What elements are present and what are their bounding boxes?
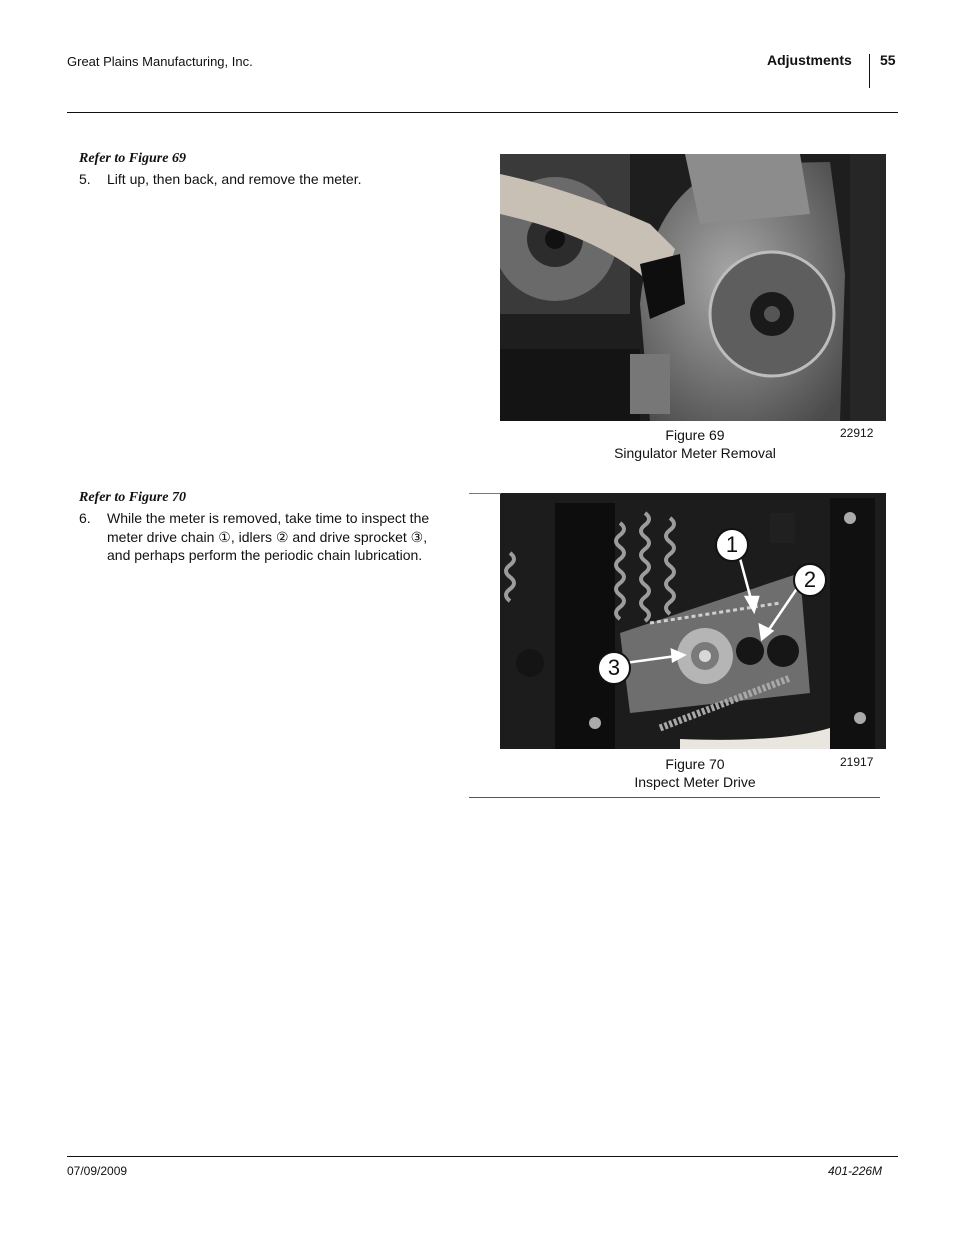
- step-text-line: and perhaps perform the periodic chain lubrication.: [107, 547, 423, 563]
- photo-number: 21917: [840, 755, 874, 769]
- meter-removal-illustration: [500, 154, 886, 421]
- step-text-line: meter drive chain ①, idlers ② and drive sprocket ③,: [107, 529, 428, 545]
- footer-rule: [67, 1156, 898, 1157]
- section-title: Adjustments: [767, 52, 852, 68]
- figure-title: Singulator Meter Removal: [614, 445, 776, 461]
- figure-label: Figure 69: [665, 427, 725, 443]
- callout-2: 2: [793, 563, 827, 597]
- figure-70-caption: [500, 755, 890, 791]
- step-5: [79, 170, 469, 190]
- photo-number: 22912: [840, 426, 874, 440]
- figure-69-photo: [500, 154, 886, 421]
- header-divider: [869, 54, 870, 88]
- header-rule: [67, 112, 898, 113]
- company-name: Great Plains Manufacturing, Inc.: [67, 54, 253, 69]
- figure-label: Figure 70: [665, 756, 725, 772]
- step-number: 6.: [79, 510, 91, 526]
- step-number: 5.: [79, 171, 91, 187]
- figure-70-bottom-rule: [469, 797, 880, 798]
- figure-reference: Refer to Figure 69: [79, 151, 186, 166]
- figure-70-photo: [500, 493, 886, 749]
- page-number: 55: [880, 52, 896, 68]
- step-text: Lift up, then back, and remove the meter.: [107, 171, 362, 187]
- figure-title: Inspect Meter Drive: [634, 774, 756, 790]
- step-6: [79, 509, 479, 569]
- figure-69-caption: [500, 426, 890, 462]
- callout-3: 3: [597, 651, 631, 685]
- footer-doc-number: 401-226M: [828, 1164, 883, 1178]
- footer-date: 07/09/2009: [67, 1164, 128, 1178]
- callout-1: 1: [715, 528, 749, 562]
- step-text-line: While the meter is removed, take time to inspect the: [107, 510, 430, 526]
- figure-70-frame-line: [469, 493, 501, 494]
- figure-reference: Refer to Figure 70: [79, 490, 186, 505]
- meter-drive-illustration: [500, 493, 886, 749]
